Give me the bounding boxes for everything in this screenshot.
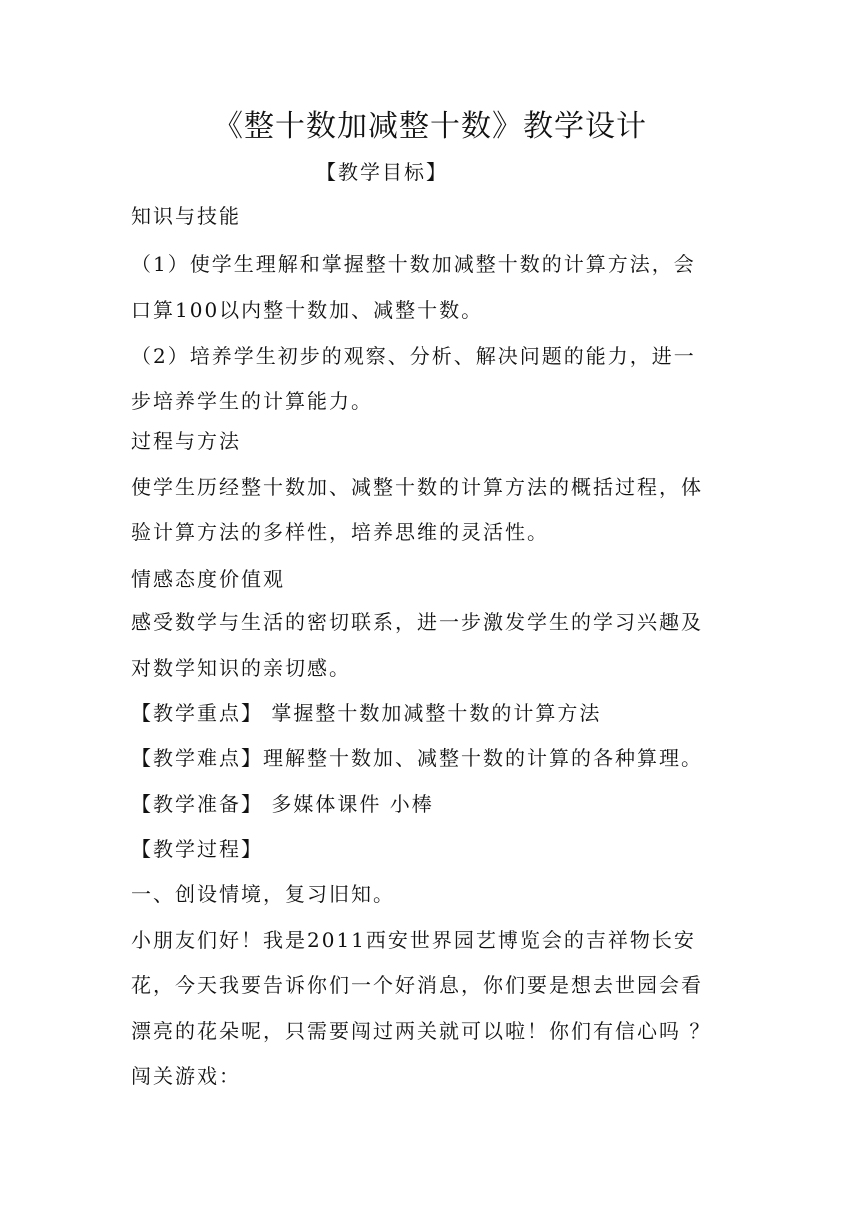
objectives-heading: 【教学目标】 xyxy=(316,160,448,184)
intro-line-3: 漂亮的花朵呢，只需要闯过两关就可以啦！你们有信心吗 ？ xyxy=(131,1019,712,1043)
difficulty: 【教学难点】理解整十数加、减整十数的计算的各种算理。 xyxy=(131,746,703,770)
objective-item-1-line-2: 口算100以内整十数加、减整十数。 xyxy=(131,298,484,322)
emotion-line-1: 感受数学与生活的密切联系，进一步激发学生的学习兴趣及 xyxy=(131,610,703,634)
game-heading: 闯关游戏： xyxy=(131,1064,241,1088)
knowledge-heading: 知识与技能 xyxy=(131,204,241,228)
intro-line-2: 花，今天我要告诉你们一个好消息，你们要是想去世园会看 xyxy=(131,973,703,997)
objective-item-2-line-2: 步培养学生的计算能力。 xyxy=(131,389,373,413)
process-title: 【教学过程】 xyxy=(131,837,263,861)
objective-item-2-line-1: （2）培养学生初步的观察、分析、解决问题的能力，进一 xyxy=(131,344,696,368)
key-point: 【教学重点】 掌握整十数加减整十数的计算方法 xyxy=(131,701,602,725)
process-heading: 过程与方法 xyxy=(131,429,241,453)
emotion-heading: 情感态度价值观 xyxy=(131,567,285,591)
emotion-line-2: 对数学知识的亲切感。 xyxy=(131,656,351,680)
process-line-2: 验计算方法的多样性，培养思维的灵活性。 xyxy=(131,520,549,544)
objective-item-1-line-1: （1）使学生理解和掌握整十数加减整十数的计算方法，会 xyxy=(131,252,696,276)
intro-line-1: 小朋友们好！我是2011西安世界园艺博览会的吉祥物长安 xyxy=(131,928,696,952)
section-1-heading: 一、创设情境，复习旧知。 xyxy=(131,882,395,906)
document-title: 《整十数加减整十数》教学设计 xyxy=(213,109,647,144)
process-line-1: 使学生历经整十数加、减整十数的计算方法的概括过程，体 xyxy=(131,475,703,499)
preparation: 【教学准备】 多媒体课件 小棒 xyxy=(131,792,434,816)
